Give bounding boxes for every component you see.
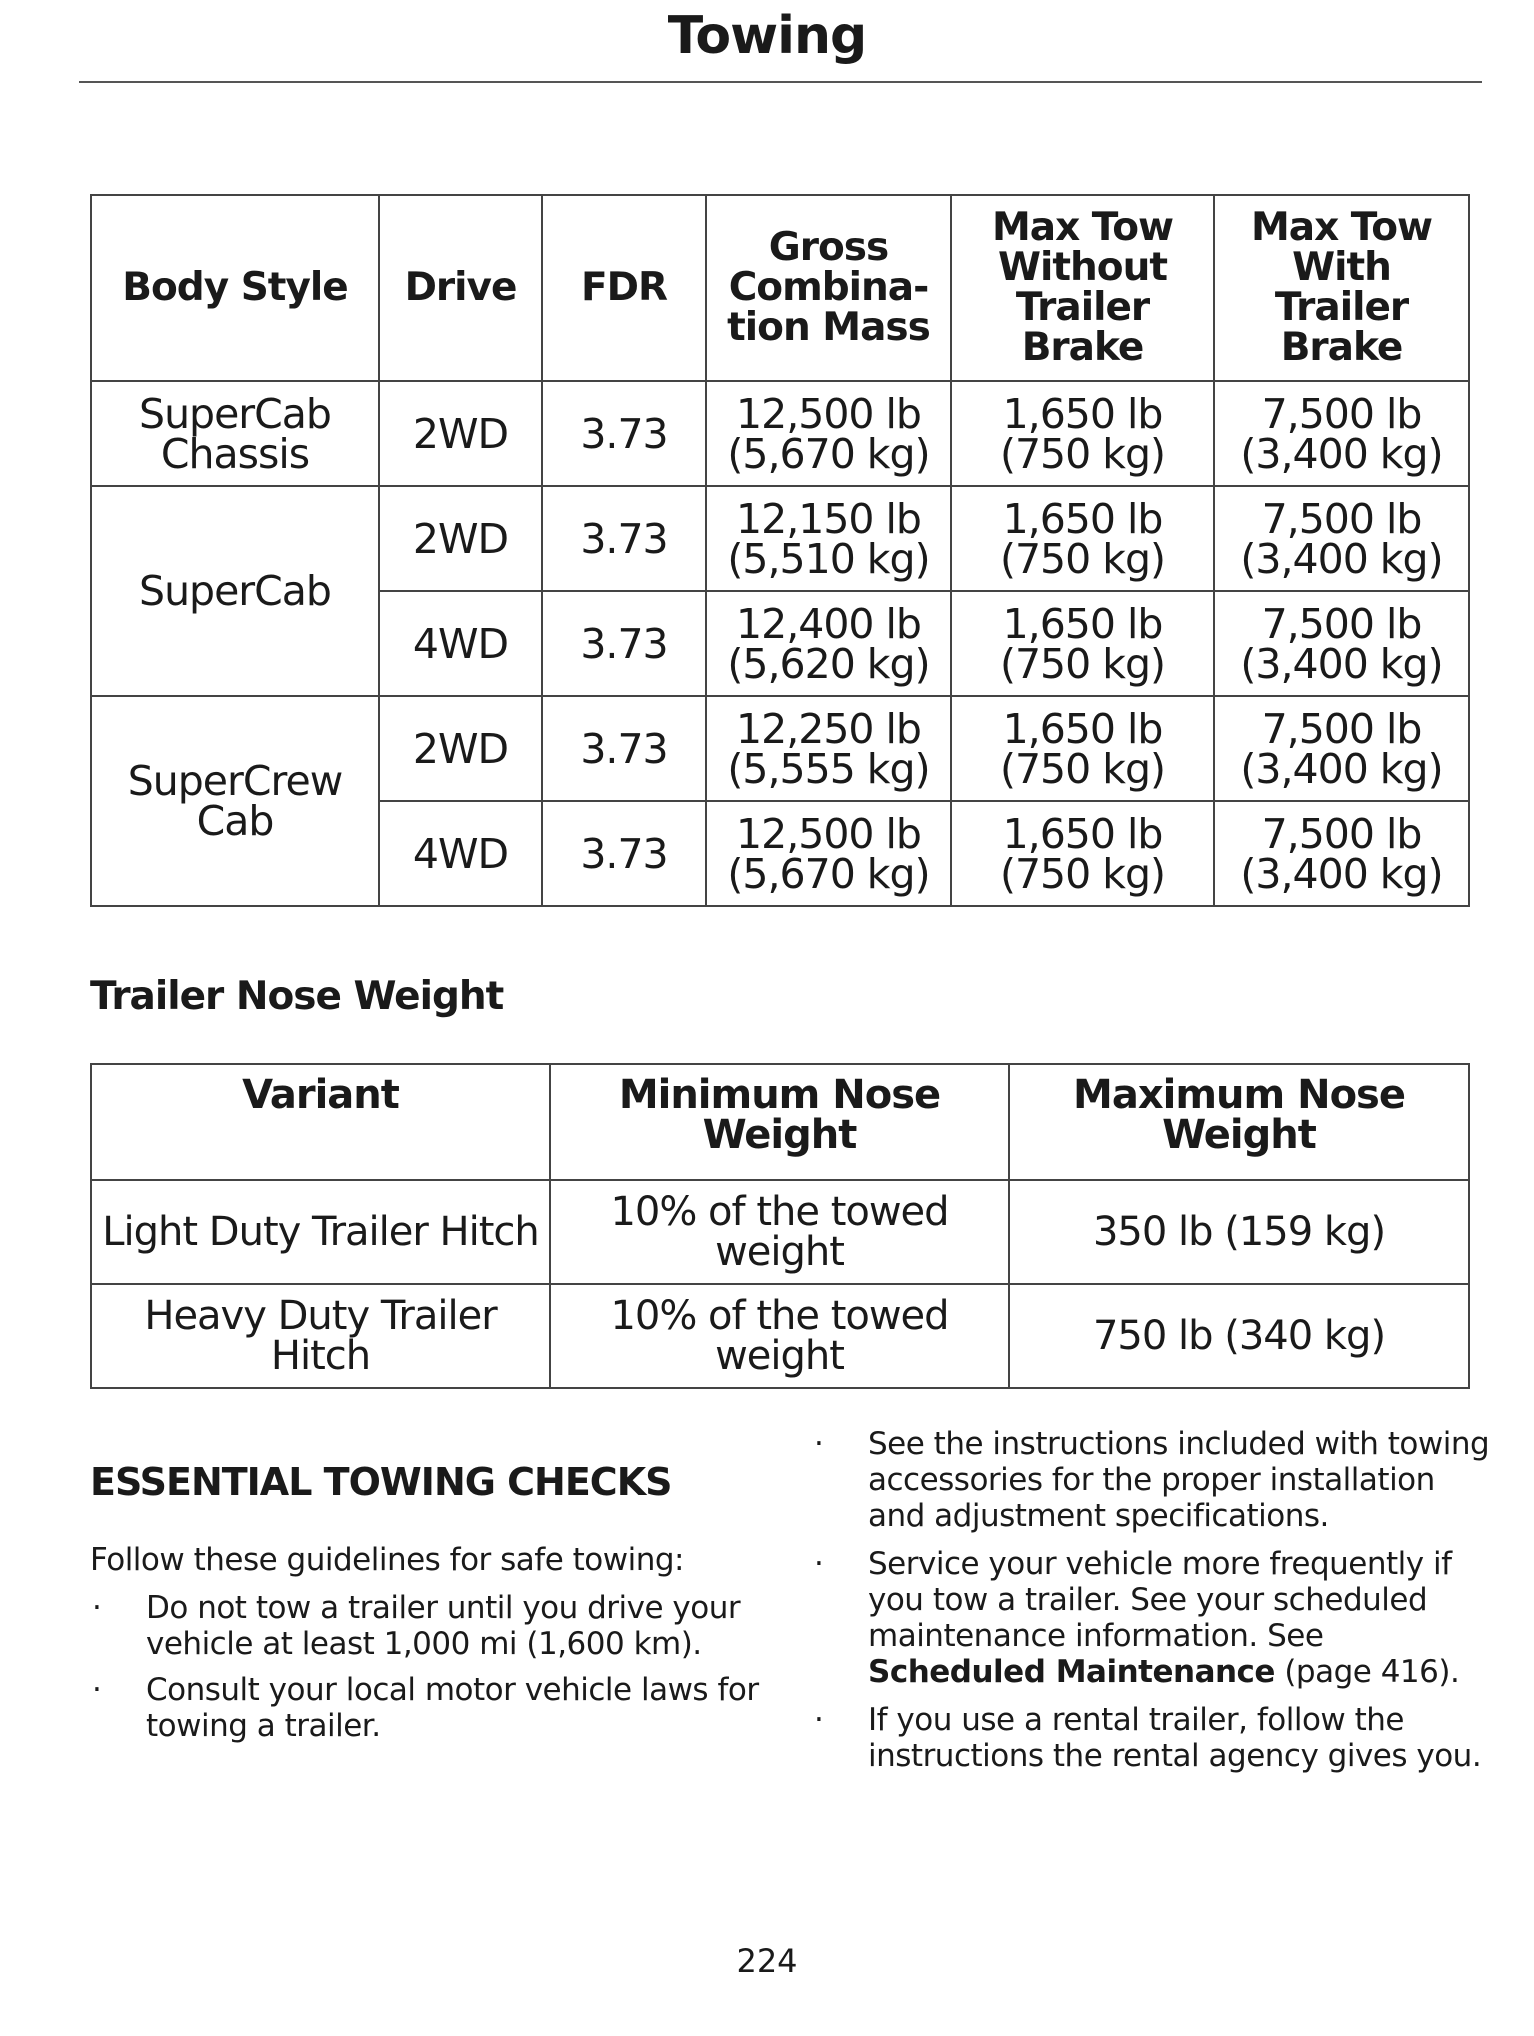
table-row bbox=[91, 381, 1469, 486]
guidelines-list-continued bbox=[812, 1426, 1492, 1774]
table-row bbox=[91, 696, 1469, 801]
table-header-row bbox=[91, 195, 1469, 381]
trailer-nose-weight-heading: Trailer Nose Weight bbox=[90, 974, 504, 1019]
max-tow-with-brake-cell: 7,500 lb (3,400 kg) bbox=[1214, 381, 1469, 486]
table-row bbox=[91, 1284, 1469, 1388]
header-gross-combination-mass: Gross Combina- tion Mass bbox=[706, 195, 951, 381]
max-tow-without-brake-cell: 1,650 lb (750 kg) bbox=[951, 486, 1214, 591]
body-style-cell: SuperCrew Cab bbox=[91, 696, 379, 906]
list-item: · If you use a rental trailer, follow the instructions the rental agency gives you. bbox=[814, 1702, 1482, 1774]
header-max-tow-with-brake: Max Tow With Trailer Brake bbox=[1214, 195, 1469, 381]
drive-cell: 4WD bbox=[379, 591, 542, 696]
bullet-icon: · bbox=[814, 1426, 824, 1462]
drive-cell: 2WD bbox=[379, 696, 542, 801]
max-tow-without-brake-cell: 1,650 lb (750 kg) bbox=[951, 801, 1214, 906]
guidelines-list bbox=[90, 1590, 770, 1744]
max-tow-with-brake-cell: 7,500 lb (3,400 kg) bbox=[1214, 801, 1469, 906]
page-title: Towing bbox=[667, 6, 867, 66]
list-item: · Consult your local motor vehicle laws for towing a trailer. bbox=[92, 1672, 759, 1744]
header-max-tow-without-brake: Max Tow Without Trailer Brake bbox=[951, 195, 1214, 381]
max-tow-without-brake-cell: 1,650 lb (750 kg) bbox=[951, 696, 1214, 801]
max-tow-with-brake-cell: 7,500 lb (3,400 kg) bbox=[1214, 486, 1469, 591]
drive-cell: 2WD bbox=[379, 486, 542, 591]
header-drive: Drive bbox=[379, 195, 542, 381]
scheduled-maintenance-link[interactable]: Scheduled Maintenance bbox=[868, 1654, 1275, 1690]
guidelines-intro: Follow these guidelines for safe towing: bbox=[90, 1542, 685, 1578]
bullet-icon: · bbox=[92, 1672, 102, 1708]
max-tow-with-brake-cell: 7,500 lb (3,400 kg) bbox=[1214, 696, 1469, 801]
header-maximum-nose-weight: Maximum Nose Weight bbox=[1009, 1064, 1469, 1180]
drive-cell: 2WD bbox=[379, 381, 542, 486]
header-minimum-nose-weight: Minimum Nose Weight bbox=[550, 1064, 1009, 1180]
fdr-cell: 3.73 bbox=[542, 696, 706, 801]
page-number: 224 bbox=[736, 1942, 798, 1980]
body-style-cell: SuperCab bbox=[91, 486, 379, 696]
fdr-cell: 3.73 bbox=[542, 801, 706, 906]
essential-checks-left-column bbox=[90, 1460, 770, 1754]
min-nose-weight-cell: 10% of the towed weight bbox=[550, 1284, 1009, 1388]
max-tow-without-brake-cell: 1,650 lb (750 kg) bbox=[951, 591, 1214, 696]
essential-checks-right-column bbox=[812, 1426, 1492, 1786]
nose-weight-table bbox=[90, 1063, 1470, 1389]
gcm-cell: 12,500 lb (5,670 kg) bbox=[706, 801, 951, 906]
header-fdr: FDR bbox=[542, 195, 706, 381]
fdr-cell: 3.73 bbox=[542, 591, 706, 696]
body-style-cell: SuperCab Chassis bbox=[91, 381, 379, 486]
max-tow-without-brake-cell: 1,650 lb (750 kg) bbox=[951, 381, 1214, 486]
fdr-cell: 3.73 bbox=[542, 486, 706, 591]
bullet-icon: · bbox=[814, 1546, 824, 1582]
drive-cell: 4WD bbox=[379, 801, 542, 906]
table-row bbox=[91, 486, 1469, 591]
header-body-style: Body Style bbox=[91, 195, 379, 381]
title-divider bbox=[79, 81, 1482, 83]
table-row bbox=[91, 1180, 1469, 1284]
variant-cell: Light Duty Trailer Hitch bbox=[91, 1180, 550, 1284]
gcm-cell: 12,500 lb (5,670 kg) bbox=[706, 381, 951, 486]
gcm-cell: 12,150 lb (5,510 kg) bbox=[706, 486, 951, 591]
gcm-cell: 12,400 lb (5,620 kg) bbox=[706, 591, 951, 696]
list-item: · See the instructions included with towing accessories for the proper installation and adjustment specifications. bbox=[814, 1426, 1490, 1534]
max-nose-weight-cell: 350 lb (159 kg) bbox=[1009, 1180, 1469, 1284]
towing-capacity-table bbox=[90, 194, 1470, 907]
max-nose-weight-cell: 750 lb (340 kg) bbox=[1009, 1284, 1469, 1388]
variant-cell: Heavy Duty Trailer Hitch bbox=[91, 1284, 550, 1388]
gcm-cell: 12,250 lb (5,555 kg) bbox=[706, 696, 951, 801]
min-nose-weight-cell: 10% of the towed weight bbox=[550, 1180, 1009, 1284]
bullet-icon: · bbox=[92, 1590, 102, 1626]
list-item: · Do not tow a trailer until you drive your vehicle at least 1,000 mi (1,600 km). bbox=[92, 1590, 741, 1662]
max-tow-with-brake-cell: 7,500 lb (3,400 kg) bbox=[1214, 591, 1469, 696]
table-header-row bbox=[91, 1064, 1469, 1180]
fdr-cell: 3.73 bbox=[542, 381, 706, 486]
header-variant: Variant bbox=[91, 1064, 550, 1180]
list-item: · Service your vehicle more frequently if you tow a trailer. See your scheduled maintenance information. See Scheduled Maintenance (page 416). bbox=[814, 1546, 1460, 1690]
essential-towing-checks-heading: ESSENTIAL TOWING CHECKS bbox=[90, 1460, 672, 1504]
bullet-icon: · bbox=[814, 1702, 824, 1738]
